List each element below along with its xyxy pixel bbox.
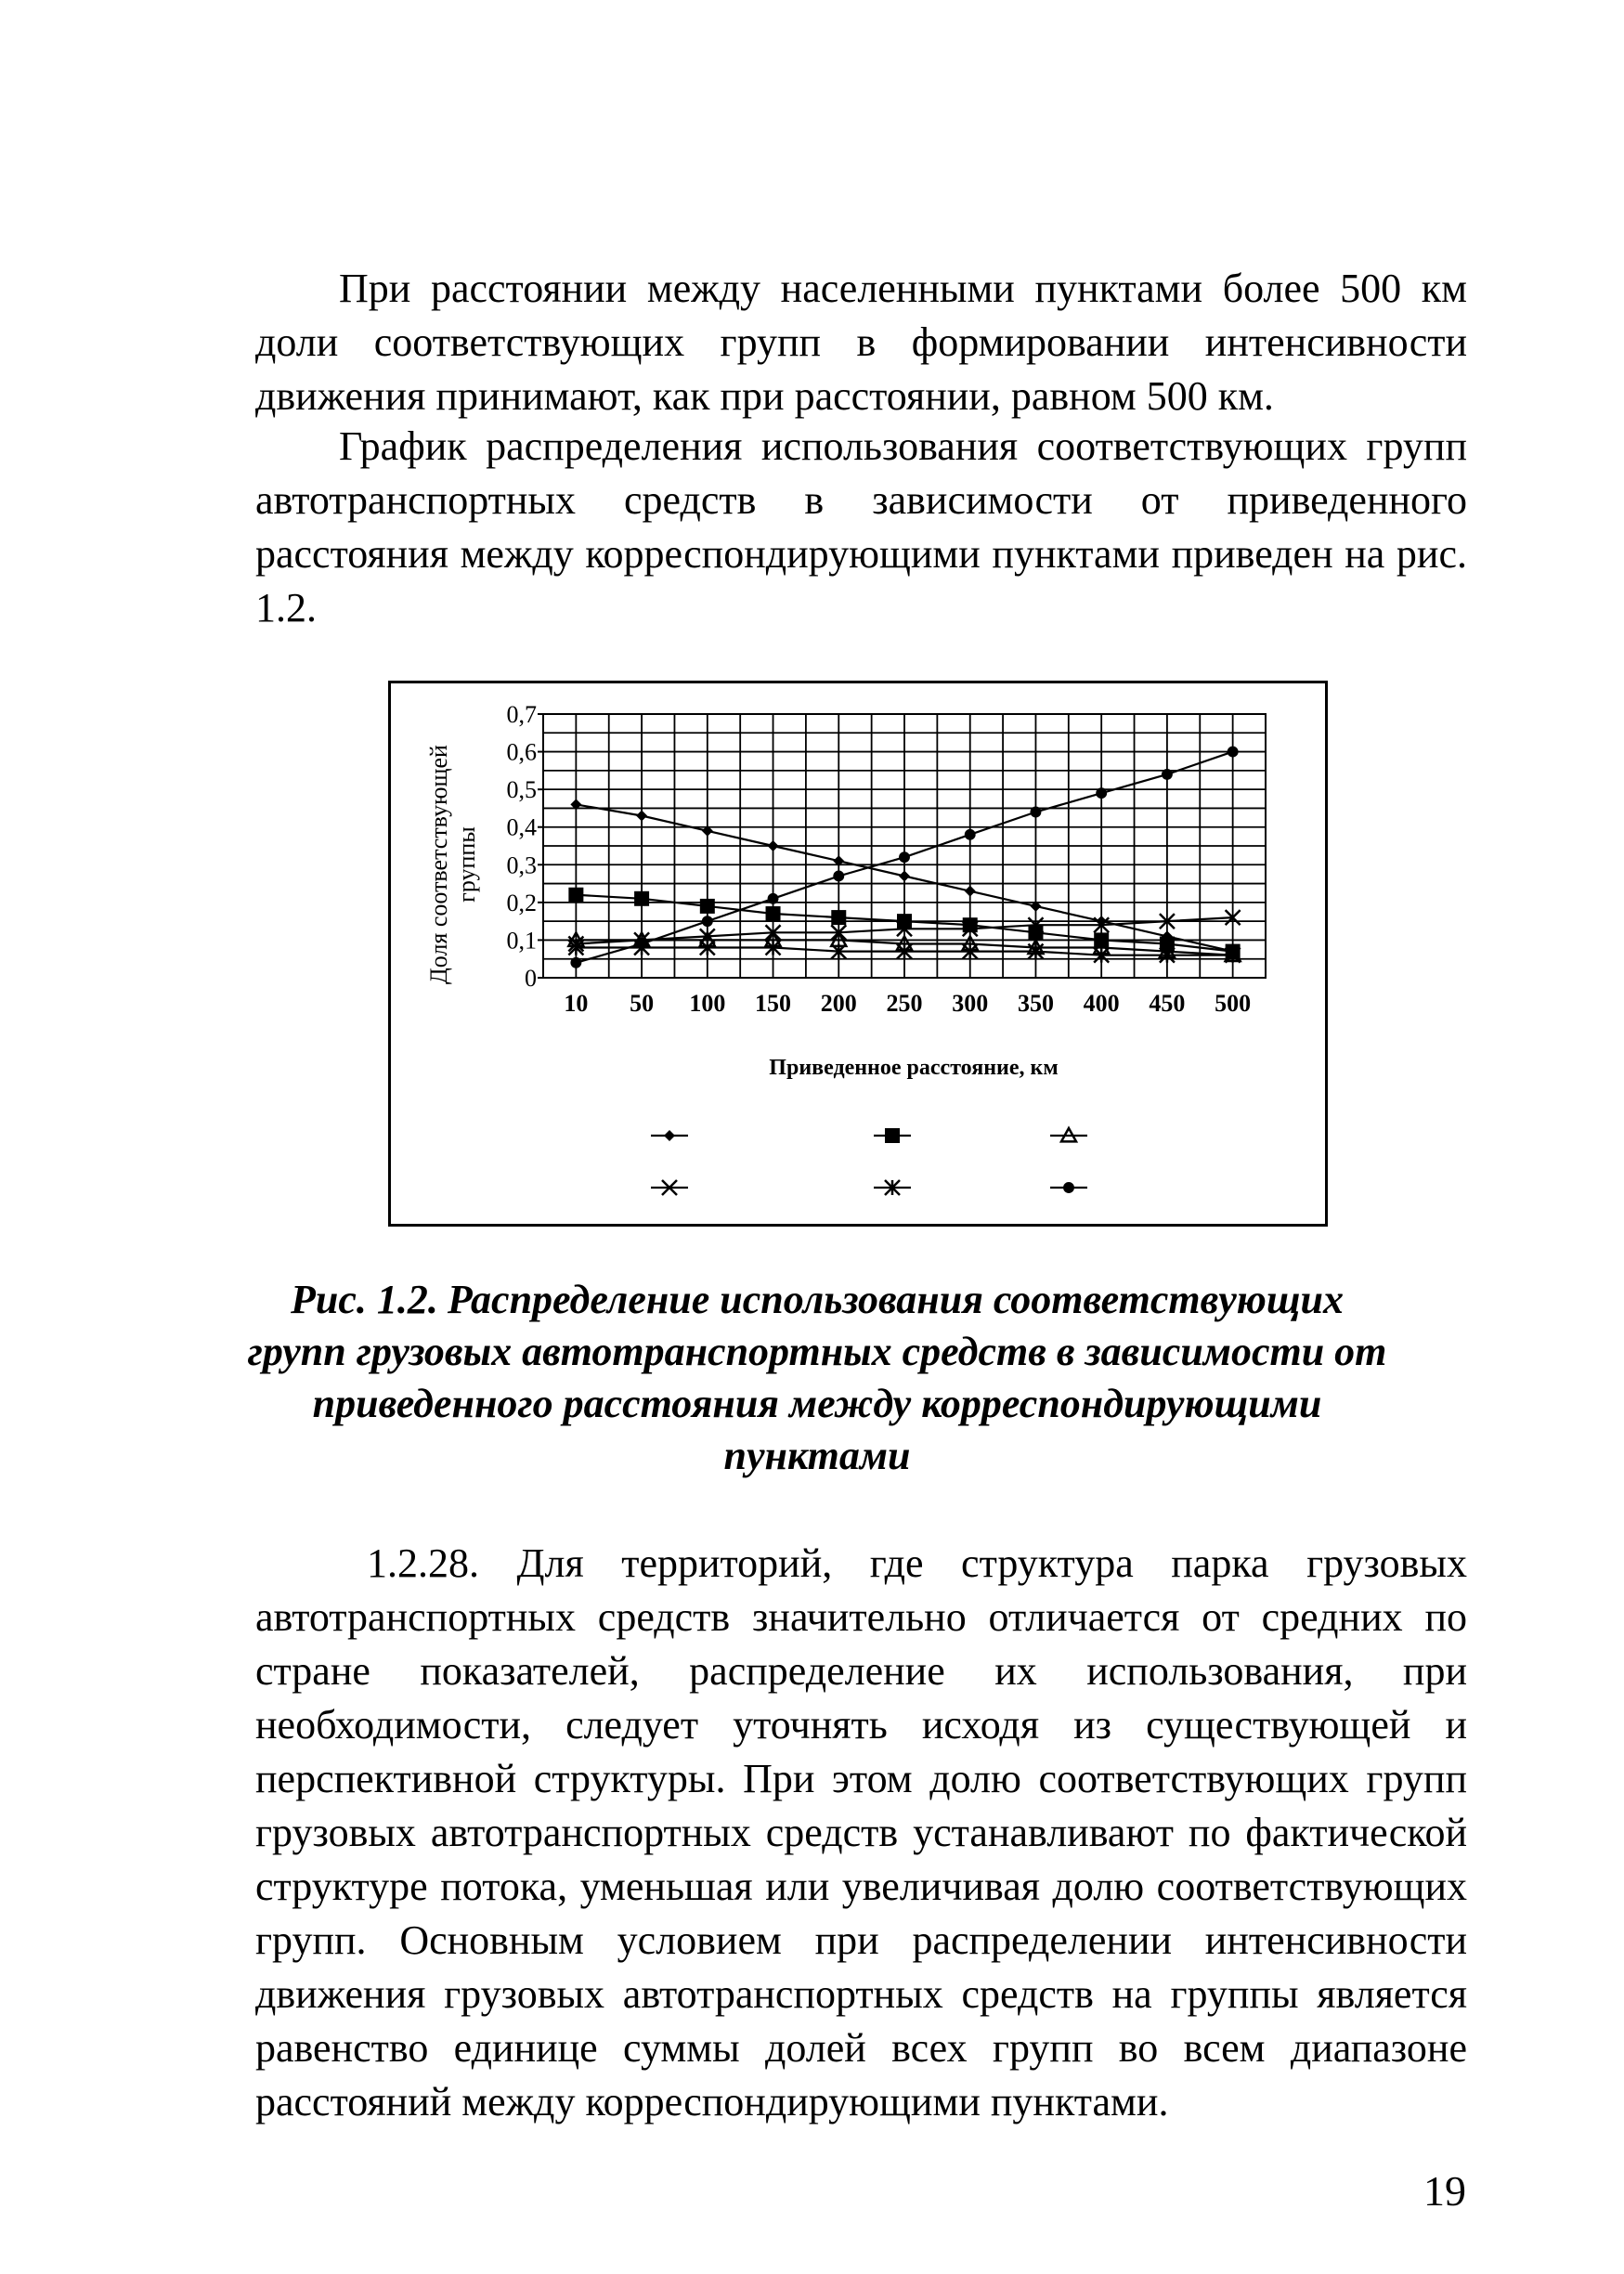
caption-figure-number: Рис. 1.2. xyxy=(290,1277,438,1322)
series-6-point xyxy=(899,851,910,863)
series-6-point xyxy=(1096,787,1107,799)
caption-text: Распределение использования соответствующих групп грузовых автотранспортных средств в зависимости от приведенного расстояния между корреспондирующими пунктами xyxy=(247,1277,1387,1478)
page-number: 19 xyxy=(1423,2167,1466,2215)
x-tick-label: 300 xyxy=(952,990,989,1017)
x-tick-label: 350 xyxy=(1017,990,1054,1017)
series-6-point xyxy=(833,871,844,882)
x-tick-label: 500 xyxy=(1215,990,1252,1017)
legend-series-6-marker xyxy=(1063,1182,1074,1193)
series-2-point xyxy=(634,891,649,906)
y-axis-title: Доля соответствующейгруппы xyxy=(425,745,480,984)
x-axis-title: Приведенное расстояние, км xyxy=(769,1056,1059,1080)
series-2-point xyxy=(700,899,715,914)
x-tick-label: 50 xyxy=(630,990,655,1017)
series-6-point xyxy=(702,916,713,927)
x-tick-label: 450 xyxy=(1149,990,1186,1017)
legend-series-2-marker xyxy=(885,1128,900,1143)
y-tick-label: 0,3 xyxy=(506,851,537,879)
series-2-point xyxy=(568,888,583,903)
legend-series-1-marker xyxy=(664,1130,675,1141)
series-6-point xyxy=(965,829,976,840)
x-tick-label: 200 xyxy=(820,990,857,1017)
paragraph-distance-over-500: При расстоянии между населенными пунктами более 500 км доли соответствующих групп в формировании интенсивности движения принимают, как при расстоянии, равном 500 км. xyxy=(255,266,1467,419)
y-tick-label: 0,2 xyxy=(506,889,537,916)
series-6-point xyxy=(768,893,779,904)
series-6-point xyxy=(1162,769,1173,780)
series-6-point xyxy=(570,957,581,968)
y-tick-label: 0,4 xyxy=(506,813,537,841)
x-tick-label: 10 xyxy=(564,990,589,1017)
x-tick-label: 100 xyxy=(689,990,726,1017)
y-tick-label: 0,1 xyxy=(506,927,537,955)
x-tick-label: 400 xyxy=(1083,990,1120,1017)
series-1-point xyxy=(768,840,779,851)
y-tick-label: 0,7 xyxy=(506,701,537,728)
figure-1-2 xyxy=(388,681,1328,1227)
figure-caption xyxy=(246,1274,1388,1482)
distribution-chart xyxy=(391,683,1325,1224)
paragraph-graph-reference: График распределения использования соответствующих групп автотранспортных средств в зависимости от приведенного расстояния между корреспондирующими пунктами приведен на рис. 1.2. xyxy=(255,423,1467,630)
paragraph-1-2-28: 1.2.28. Для территорий, где структура парка грузовых автотранспортных средств значительно отличается от средних по стране показателей, распределение их использования, при необходимости, следует уточнять исходя из существующей и перспективной структуры. При этом долю соответствующих групп грузовых автотранспортных средств устанавливают по фактической структуре потока, уменьшая или увеличивая долю соответствующих групп. Основным условием при распределении интенсивности движения грузовых автотранспортных средств на группы является равенство единице суммы долей всех групп во всем диапазоне расстояний между корреспондирующими пунктами. xyxy=(255,1540,1467,2125)
series-6-point xyxy=(1228,747,1239,758)
series-2-point xyxy=(1028,925,1043,940)
series-6-point xyxy=(1031,807,1042,818)
y-tick-label: 0 xyxy=(525,965,537,992)
series-1-point xyxy=(899,870,910,881)
y-tick-label: 0,6 xyxy=(506,738,537,766)
x-tick-label: 150 xyxy=(755,990,792,1017)
series-1-point xyxy=(965,886,976,897)
series-2-point xyxy=(766,906,781,921)
series-2-point xyxy=(897,914,912,929)
series-6-point xyxy=(636,939,647,950)
x-tick-label: 250 xyxy=(886,990,923,1017)
series-2-point xyxy=(831,910,846,925)
y-tick-label: 0,5 xyxy=(506,776,537,804)
series-1-point xyxy=(636,811,647,822)
